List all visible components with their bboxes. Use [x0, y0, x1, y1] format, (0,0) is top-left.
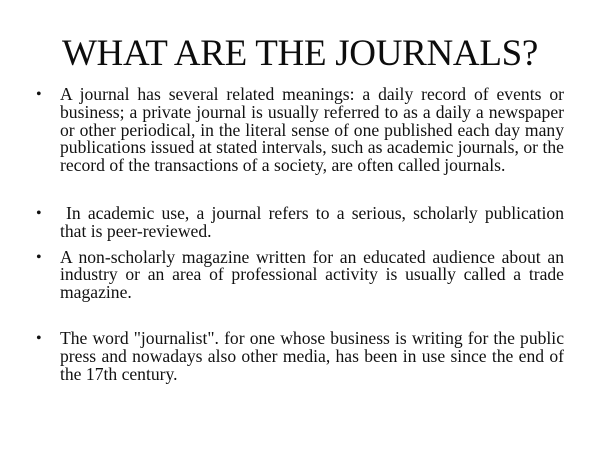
bullet-text: A journal has several related meanings: a daily record of events or business; a private journal is usually referred to as a daily a newspaper or other periodical, in the literal sense of one published each day many publications issued at stated intervals, such as academic journals, or the record of the transactions of a society, are often called journals. — [60, 84, 564, 176]
slide-title: WHAT ARE THE JOURNALS? — [61, 33, 539, 74]
bullet-text: A non-scholarly magazine written for an educated audience about an industry or an area of professional activity is usually called a trade magazine. — [60, 246, 564, 303]
bullet-item — [36, 327, 564, 384]
bullet-item — [36, 86, 564, 175]
bullet-dot-icon: • — [36, 204, 42, 222]
bullet-text: In academic use, a journal refers to a serious, scholarly publication that is peer-reviewed. — [60, 202, 564, 241]
bullet-text: The word "journalist". for one whose business is writing for the public press and nowadays also other media, has been in use since the end of the 17th century. — [60, 327, 564, 384]
bullet-item — [36, 246, 564, 303]
bullet-dot-icon: • — [36, 248, 42, 266]
bullet-dot-icon: • — [36, 329, 42, 347]
bullet-item — [36, 202, 564, 241]
bullet-dot-icon: • — [36, 86, 42, 103]
bullet-list — [36, 86, 564, 383]
